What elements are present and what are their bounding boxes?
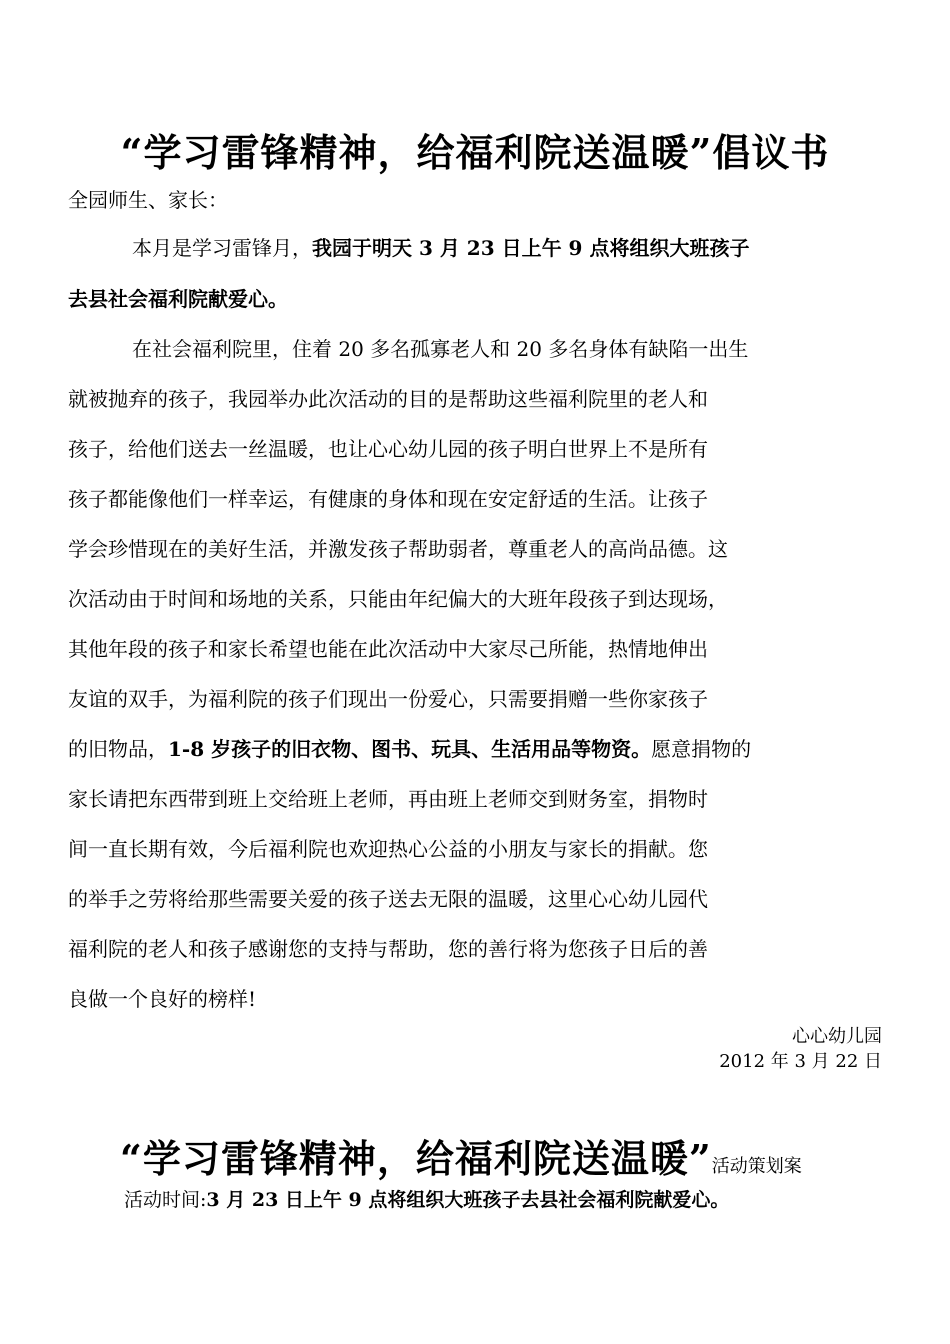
activity-time-value: 3 月 23 日上午 9 点将组织大班孩子去县社会福利院献爱心。 bbox=[206, 1189, 730, 1211]
paragraph-2-line: 福利院的老人和孩子感谢您的支持与帮助，您的善行将为您孩子日后的善 bbox=[68, 937, 708, 961]
activity-time bbox=[124, 1185, 729, 1212]
paragraph-2-line: 孩子，给他们送去一丝温暖，也让心心幼儿园的孩子明白世界上不是所有 bbox=[68, 437, 708, 461]
paragraph-2-line: 学会珍惜现在的美好生活，并激发孩子帮助弱者，尊重老人的高尚品德。这 bbox=[68, 537, 728, 561]
document-title: “学习雷锋精神，给福利院送温暖”倡议书 bbox=[120, 130, 830, 175]
paragraph-2-line: 的举手之劳将给那些需要关爱的孩子送去无限的温暖，这里心心幼儿园代 bbox=[68, 887, 708, 911]
signature: 心心幼儿园 bbox=[792, 1026, 882, 1047]
paragraph-2-line: 次活动由于时间和场地的关系，只能由年纪偏大的大班年段孩子到达现场， bbox=[68, 587, 728, 611]
activity-time-label: 活动时间: bbox=[124, 1189, 207, 1211]
salutation: 全园师生、家长： bbox=[68, 188, 228, 212]
plan-title-suffix: 活动策划案 bbox=[711, 1156, 802, 1177]
donation-text-end: 愿意捐物的 bbox=[651, 737, 752, 761]
donation-text-start: 的旧物品， bbox=[68, 737, 168, 761]
paragraph-2-line: 间一直长期有效，今后福利院也欢迎热心公益的小朋友与家长的捐献。您 bbox=[68, 837, 708, 861]
paragraph-2-line: 其他年段的孩子和家长希望也能在此次活动中大家尽己所能，热情地伸出 bbox=[68, 637, 708, 661]
paragraph-2-donation-line bbox=[68, 737, 751, 761]
paragraph-1-bold-text: 我园于明天 3 月 23 日上午 9 点将组织大班孩子 bbox=[312, 236, 750, 260]
date: 2012 年 3 月 22 日 bbox=[719, 1051, 882, 1072]
paragraph-2-line: 就被抛弃的孩子，我园举办此次活动的目的是帮助这些福利院里的老人和 bbox=[68, 387, 708, 411]
paragraph-1-text: 本月是学习雷锋月， bbox=[132, 236, 312, 260]
paragraph-2-line: 家长请把东西带到班上交给班上老师，再由班上老师交到财务室，捐物时 bbox=[68, 787, 708, 811]
paragraph-2-line: 在社会福利院里，住着 20 多名孤寡老人和 20 多名身体有缺陷一出生 bbox=[132, 337, 749, 361]
paragraph-2-line: 友谊的双手，为福利院的孩子们现出一份爱心，只需要捐赠一些你家孩子 bbox=[68, 687, 708, 711]
paragraph-1-line-1 bbox=[132, 236, 749, 260]
plan-title bbox=[120, 1128, 802, 1183]
plan-title-main: “学习雷锋精神，给福利院送温暖” bbox=[120, 1136, 712, 1181]
paragraph-2-line: 良做一个良好的榜样! bbox=[68, 987, 257, 1011]
donation-items-bold: 1-8 岁孩子的旧衣物、图书、玩具、生活用品等物资。 bbox=[168, 737, 652, 761]
paragraph-2-line: 孩子都能像他们一样幸运，有健康的身体和现在安定舒适的生活。让孩子 bbox=[68, 487, 708, 511]
paragraph-1-line-2: 去县社会福利院献爱心。 bbox=[68, 287, 288, 311]
